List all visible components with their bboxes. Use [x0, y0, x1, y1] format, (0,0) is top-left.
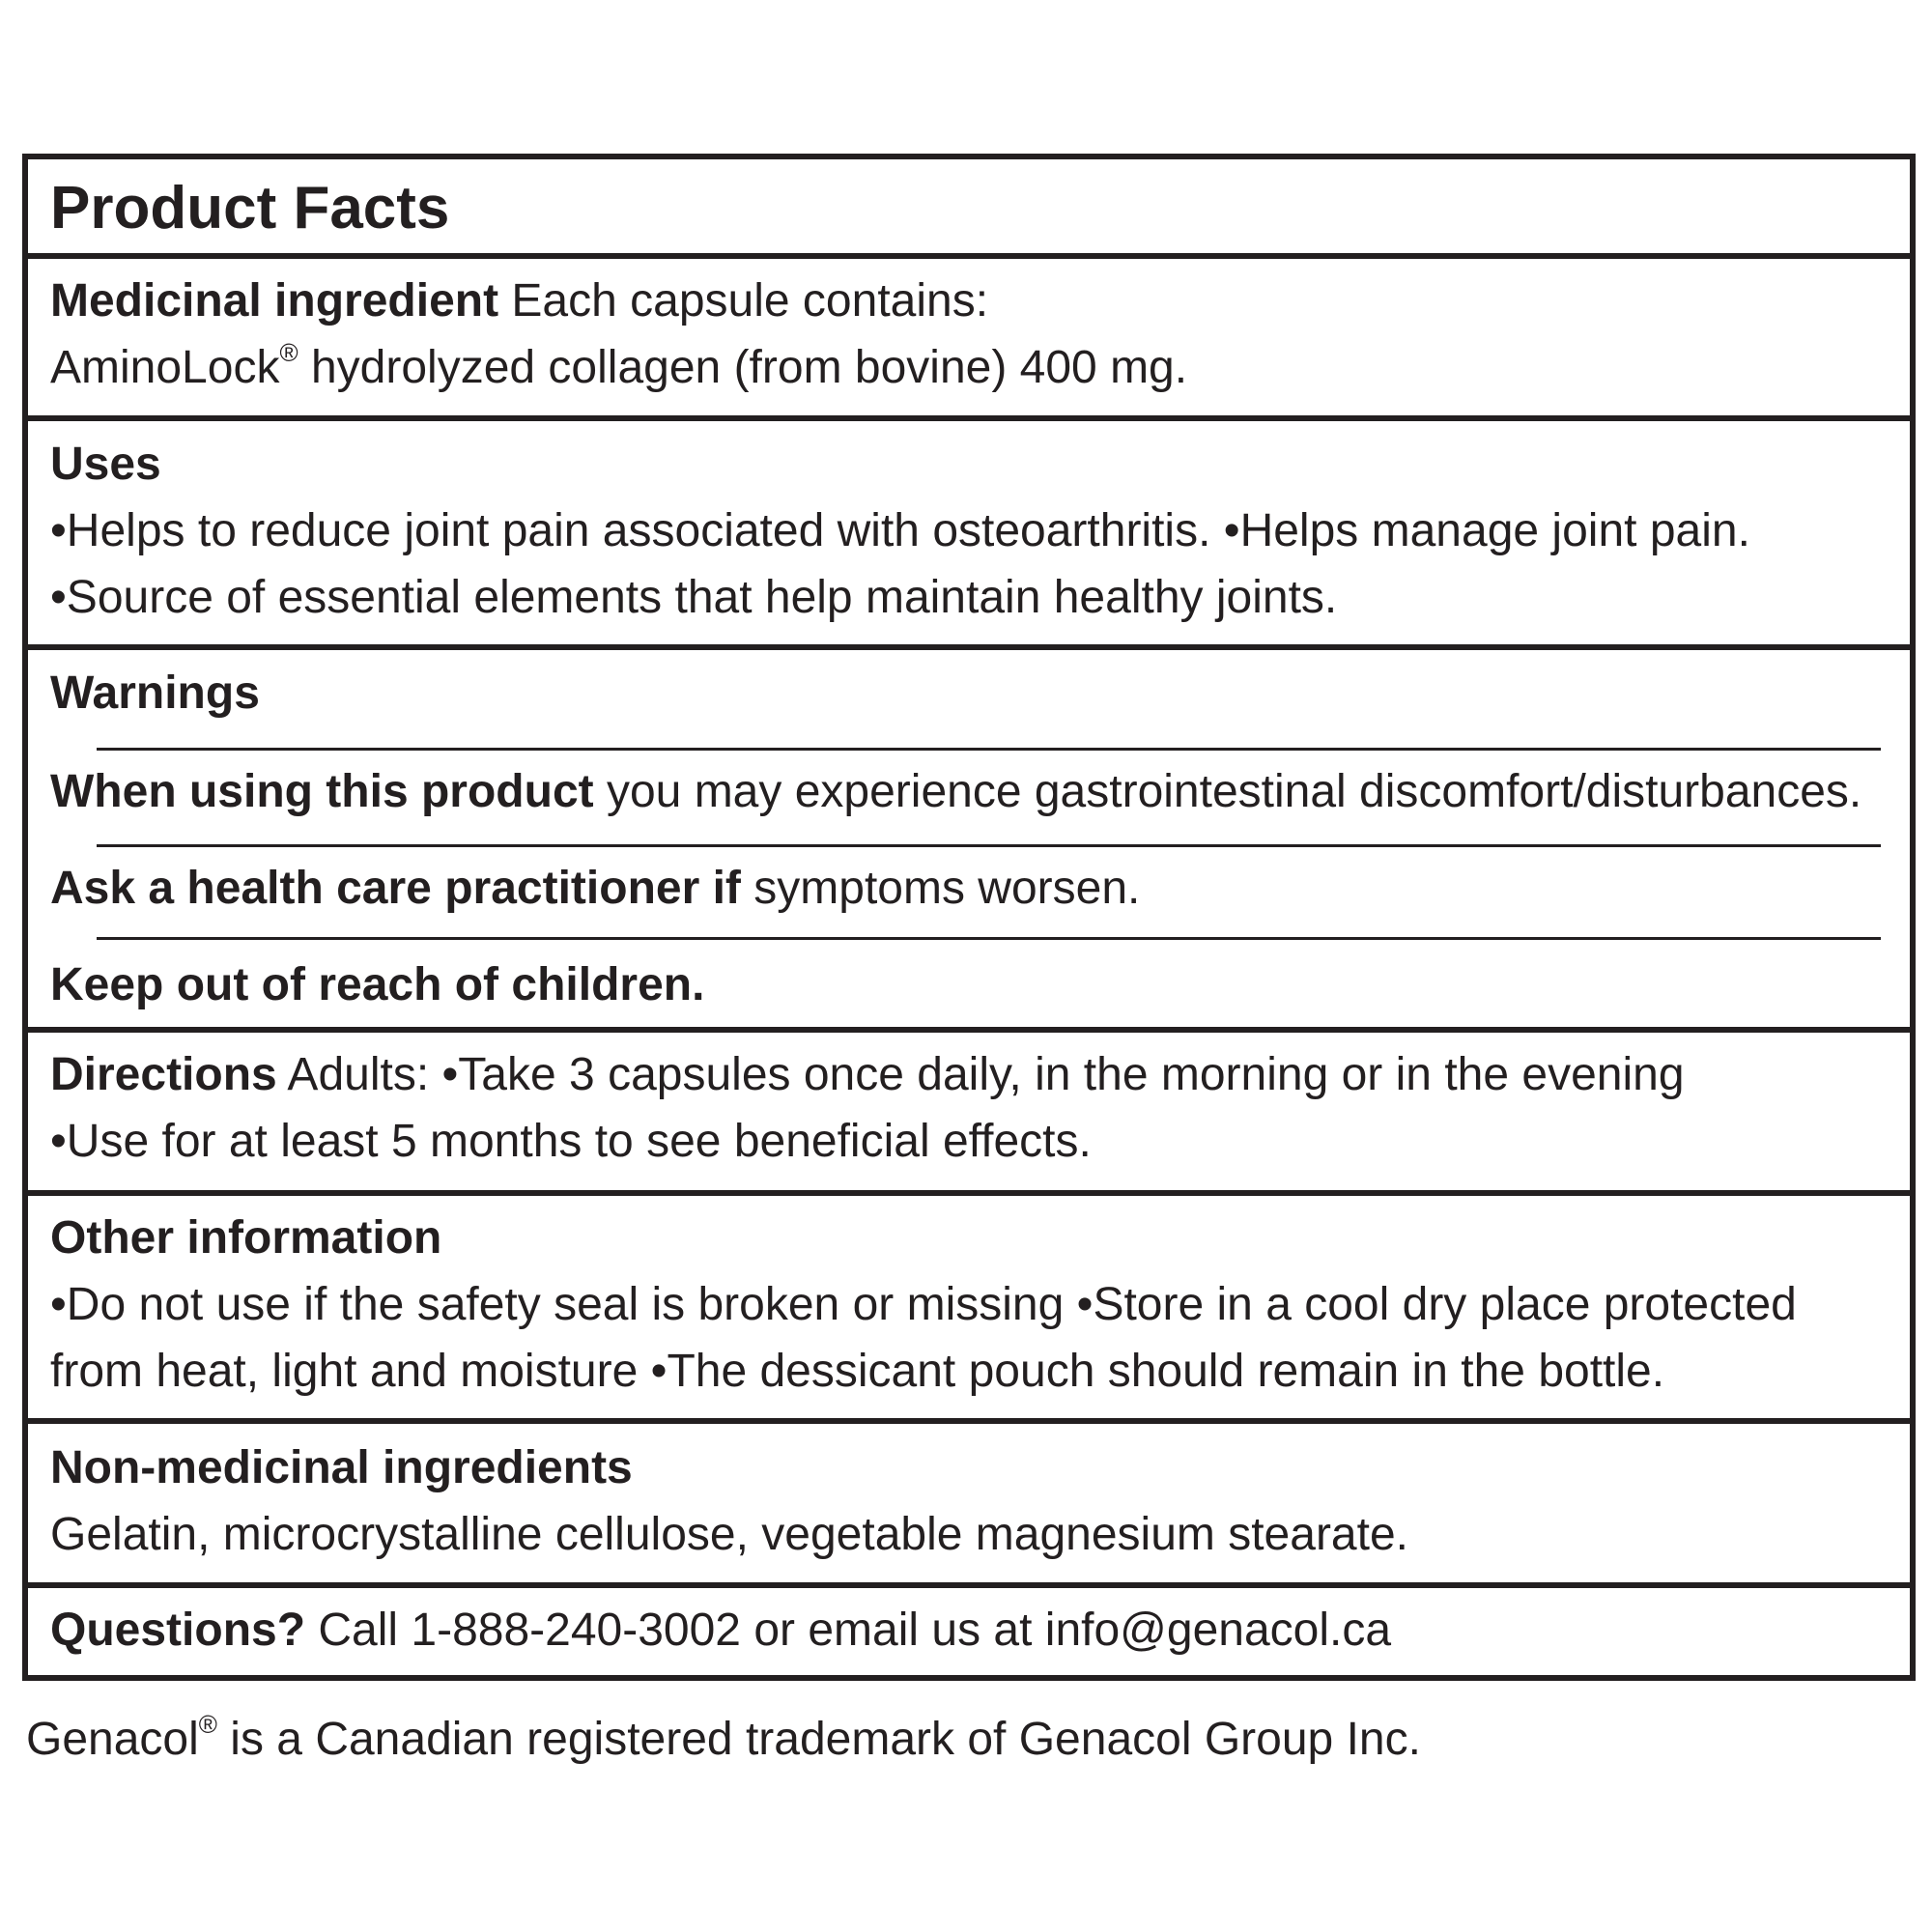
warning-when-using [50, 763, 1861, 821]
section-divider [28, 1582, 1910, 1588]
questions-heading: Questions? [50, 1605, 306, 1656]
warning-ask-practitioner [50, 860, 1140, 918]
section-divider [28, 415, 1910, 421]
medicinal-ingredient-detail [50, 339, 1187, 397]
medicinal-ingredient-line [50, 272, 988, 330]
warnings-heading: Warnings [50, 668, 260, 719]
uses-line-1: •Helps to reduce joint pain associated with osteoarthritis. •Helps manage joint pain. [50, 505, 1750, 556]
footer-text: is a Canadian registered trademark of Genacol Group Inc. [216, 1714, 1421, 1765]
directions-heading: Directions [50, 1049, 277, 1100]
section-divider [28, 1027, 1910, 1033]
uses-line-2: •Source of essential elements that help maintain healthy joints. [50, 572, 1338, 623]
warning-when-using-bold: When using this product [50, 766, 594, 817]
footer-brand: Genacol [26, 1714, 199, 1765]
other-information-line-1: •Do not use if the safety seal is broken or missing •Store in a cool dry place protected [50, 1279, 1797, 1330]
panel-title: Product Facts [50, 175, 450, 242]
footer-registered-mark: ® [198, 1710, 217, 1739]
warning-when-using-text: you may experience gastrointestinal discomfort/disturbances. [593, 766, 1862, 817]
warning-ask-text: symptoms worsen. [740, 863, 1141, 914]
other-information-line-2: from heat, light and moisture •The dessicant pouch should remain in the bottle. [50, 1346, 1665, 1397]
warnings-subdivider [97, 844, 1881, 847]
directions-line-2: •Use for at least 5 months to see beneficial effects. [50, 1116, 1092, 1167]
section-divider [28, 1418, 1910, 1424]
questions-line [50, 1602, 1391, 1660]
non-medicinal-text: Gelatin, microcrystalline cellulose, vegetable magnesium stearate. [50, 1509, 1408, 1560]
other-information-heading: Other information [50, 1212, 442, 1264]
trademark-footer [26, 1711, 1421, 1769]
warnings-subdivider [97, 937, 1881, 940]
registered-mark: ® [279, 338, 298, 367]
section-divider [28, 644, 1910, 650]
medicinal-ingredient-heading: Medicinal ingredient [50, 275, 499, 327]
aminolock-brand: AminoLock [50, 342, 280, 393]
directions-line-1 [50, 1046, 1685, 1104]
warnings-subdivider [97, 748, 1881, 751]
questions-text: Call 1-888-240-3002 or email us at info@genacol.ca [305, 1605, 1392, 1656]
warning-ask-bold: Ask a health care practitioner if [50, 863, 741, 914]
medicinal-ingredient-intro: Each capsule contains: [498, 275, 989, 327]
section-divider [28, 1190, 1910, 1196]
directions-text-1: Adults: •Take 3 capsules once daily, in the morning or in the evening [276, 1049, 1685, 1100]
uses-heading: Uses [50, 439, 161, 490]
non-medicinal-heading: Non-medicinal ingredients [50, 1442, 633, 1493]
section-divider [28, 253, 1910, 259]
warning-keep-out: Keep out of reach of children. [50, 959, 705, 1010]
product-facts-panel [22, 154, 1916, 1681]
medicinal-ingredient-text: hydrolyzed collagen (from bovine) 400 mg. [298, 342, 1188, 393]
